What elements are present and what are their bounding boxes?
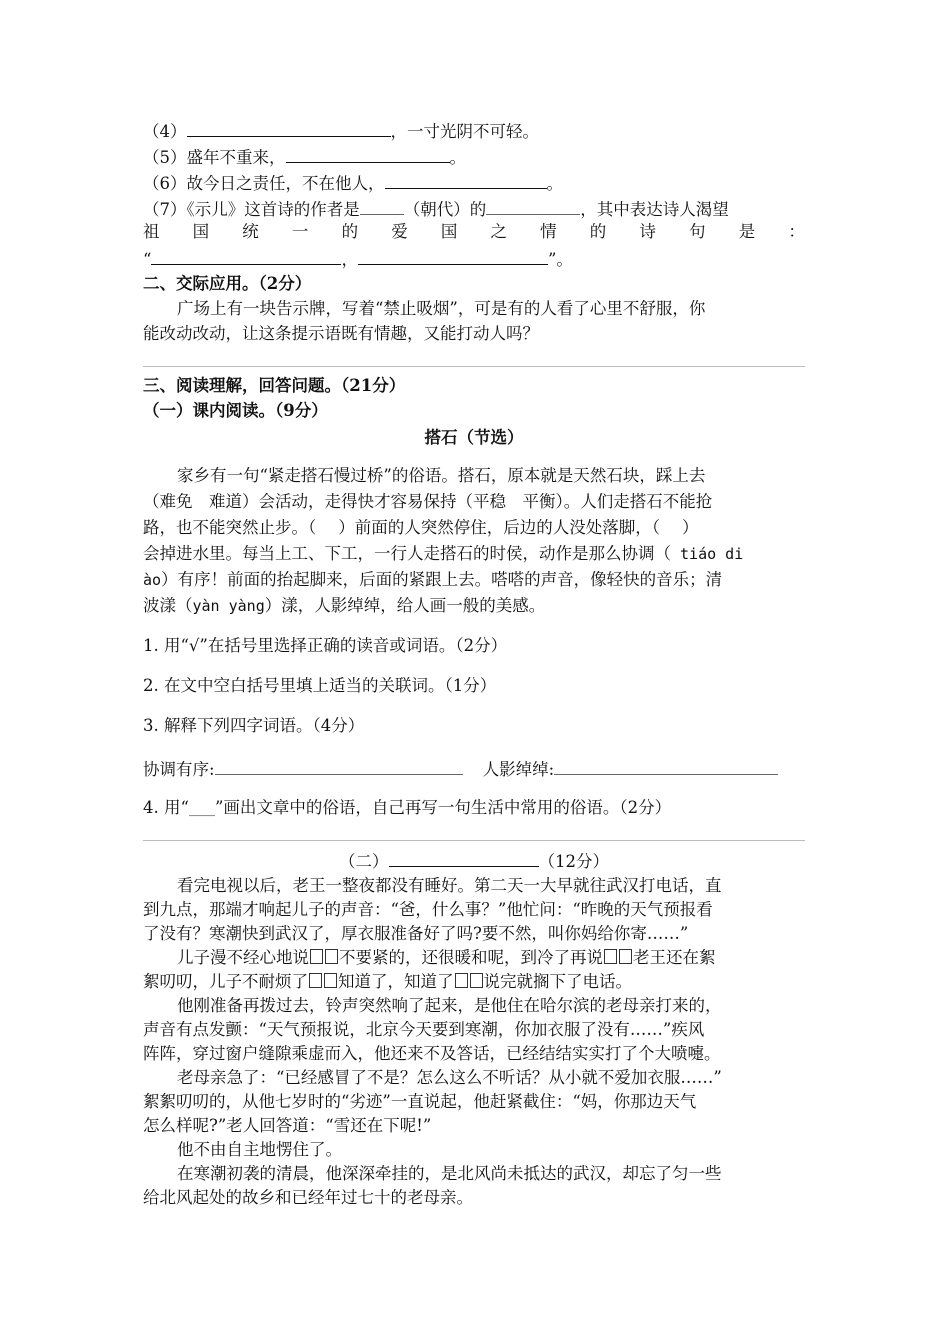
question-4: （4） ，一寸光阴不可轻。: [143, 118, 805, 144]
essay-paragraph: 会掉进水里。每当上工、下工，一行人走搭石的时侯，动作是那么协调（ tiáo di: [143, 544, 744, 563]
title-blank[interactable]: [389, 848, 539, 867]
answer-blank[interactable]: [554, 756, 778, 775]
essay-paragraph: ào）有序！前面的抬起脚来，后面的紧跟上去。嗒嗒的声音，像轻快的音乐；清: [143, 570, 723, 589]
essay-paragraph: 路，也不能突然止步。（ ）前面的人突然停住，后边的人没处落脚，（ ）: [143, 518, 699, 537]
story-paragraph: 絮絮叨叨的，从他七岁时的“劣迹”一直说起，他赶紧截住：“妈，你那边天气: [143, 1092, 697, 1111]
question-7: （7）《示儿》这首诗的作者是 （朝代）的 ，其中表达诗人渴望: [143, 196, 805, 222]
punctuation-box[interactable]: [309, 973, 322, 988]
story-paragraph: 絮叨叨，儿子不耐烦了 知道了，知道了 说完就搁下了电话。: [143, 972, 632, 991]
question-7-answer-line: “ ， ”。: [143, 246, 805, 272]
section-3-subtitle: （一）课内阅读。（9分）: [143, 401, 328, 420]
answer-blank[interactable]: [486, 196, 580, 215]
answer-blank[interactable]: [151, 246, 341, 265]
essay-paragraph: （难免 难道）会活动，走得快才容易保持（平稳 平衡）。人们走搭石不能抢: [143, 492, 713, 511]
answer-blank[interactable]: [360, 196, 404, 215]
question-item: 1. 用“√”在括号里选择正确的读音或词语。（2分）: [143, 636, 508, 655]
question-6: （6）故今日之责任，不在他人， 。: [143, 170, 805, 196]
punctuation-box[interactable]: [325, 949, 338, 964]
answer-blank[interactable]: [187, 118, 391, 137]
story-paragraph: 在寒潮初袭的清晨，他深深牵挂的，是北风尚未抵达的武汉，却忘了匀一些: [177, 1164, 722, 1183]
section-2-title: 二、交际应用。（2分）: [143, 274, 312, 293]
story-paragraph: 他刚准备再拨过去，铃声突然响了起来，是他住在哈尔滨的老母亲打来的，: [177, 996, 722, 1015]
essay-paragraph: 波漾（yàn yàng）漾，人影绰绰，给人画一般的美感。: [143, 596, 546, 615]
story-paragraph: 到九点，那端才响起儿子的声音：“爸，什么事？”他忙问：“昨晚的天气预报看: [143, 900, 713, 919]
question-7-spread-line: 祖 国 统 一 的 爱 国 之 情 的 诗 句 是 ：: [143, 222, 805, 241]
answer-blank[interactable]: [215, 756, 463, 775]
answer-blank[interactable]: [385, 170, 547, 189]
answer-line[interactable]: [143, 840, 805, 841]
question-item: 4. 用“____”画出文章中的俗语，自己再写一句生活中常用的俗语。（2分）: [143, 798, 672, 817]
question-5: （5）盛年不重来， 。: [143, 144, 805, 170]
story-paragraph: 老母亲急了：“已经感冒了不是？怎么这么不听话？从小就不爱加衣服……”: [177, 1068, 722, 1087]
punctuation-box[interactable]: [619, 949, 632, 964]
answer-blank[interactable]: [358, 246, 548, 265]
story-paragraph: 看完电视以后，老王一整夜都没有睡好。第二天一大早就往武汉打电话，直: [177, 876, 722, 895]
story-paragraph: 他不由自主地愣住了。: [177, 1140, 342, 1159]
punctuation-box[interactable]: [310, 949, 323, 964]
question-item: 协调有序: 人影绰绰:: [143, 756, 805, 782]
punctuation-box[interactable]: [455, 973, 468, 988]
question-item: 2. 在文中空白括号里填上适当的关联词。（1分）: [143, 676, 497, 695]
punctuation-box[interactable]: [470, 973, 483, 988]
essay-title: 搭石（节选）: [424, 428, 524, 447]
punctuation-box[interactable]: [604, 949, 617, 964]
section-3-subtitle-2: （二） （12分）: [143, 848, 805, 874]
story-paragraph: 儿子漫不经心地说 不要紧的，还很暖和呢，到冷了再说 老王还在絮: [177, 948, 716, 967]
section-3-title: 三、阅读理解，回答问题。（21分）: [143, 376, 406, 395]
punctuation-box[interactable]: [324, 973, 337, 988]
story-paragraph: 阵阵，穿过窗户缝隙乘虚而入，他还来不及答话，已经结结实实打了个大喷嚏。: [143, 1044, 721, 1063]
answer-line[interactable]: [143, 366, 805, 367]
section-2-paragraph: 广场上有一块告示牌，写着“禁止吸烟”，可是有的人看了心里不舒服，你: [177, 299, 706, 318]
section-2-paragraph: 能改动改动，让这条提示语既有情趣，又能打动人吗？: [143, 324, 539, 343]
story-paragraph: 声音有点发颤：“天气预报说，北京今天要到寒潮，你加衣服了没有……”疾风: [143, 1020, 705, 1039]
story-paragraph: 了没有？寒潮快到武汉了，厚衣服准备好了吗?要不然，叫你妈给你寄……”: [143, 924, 689, 943]
answer-blank[interactable]: [286, 144, 450, 163]
essay-paragraph: 家乡有一句“紧走搭石慢过桥”的俗语。搭石，原本就是天然石块，踩上去: [177, 466, 706, 485]
question-item: 3. 解释下列四字词语。（4分）: [143, 716, 365, 735]
story-paragraph: 怎么样呢?”老人回答道：“雪还在下呢!”: [143, 1116, 432, 1135]
story-paragraph: 给北风起处的故乡和已经年过七十的老母亲。: [143, 1188, 473, 1207]
